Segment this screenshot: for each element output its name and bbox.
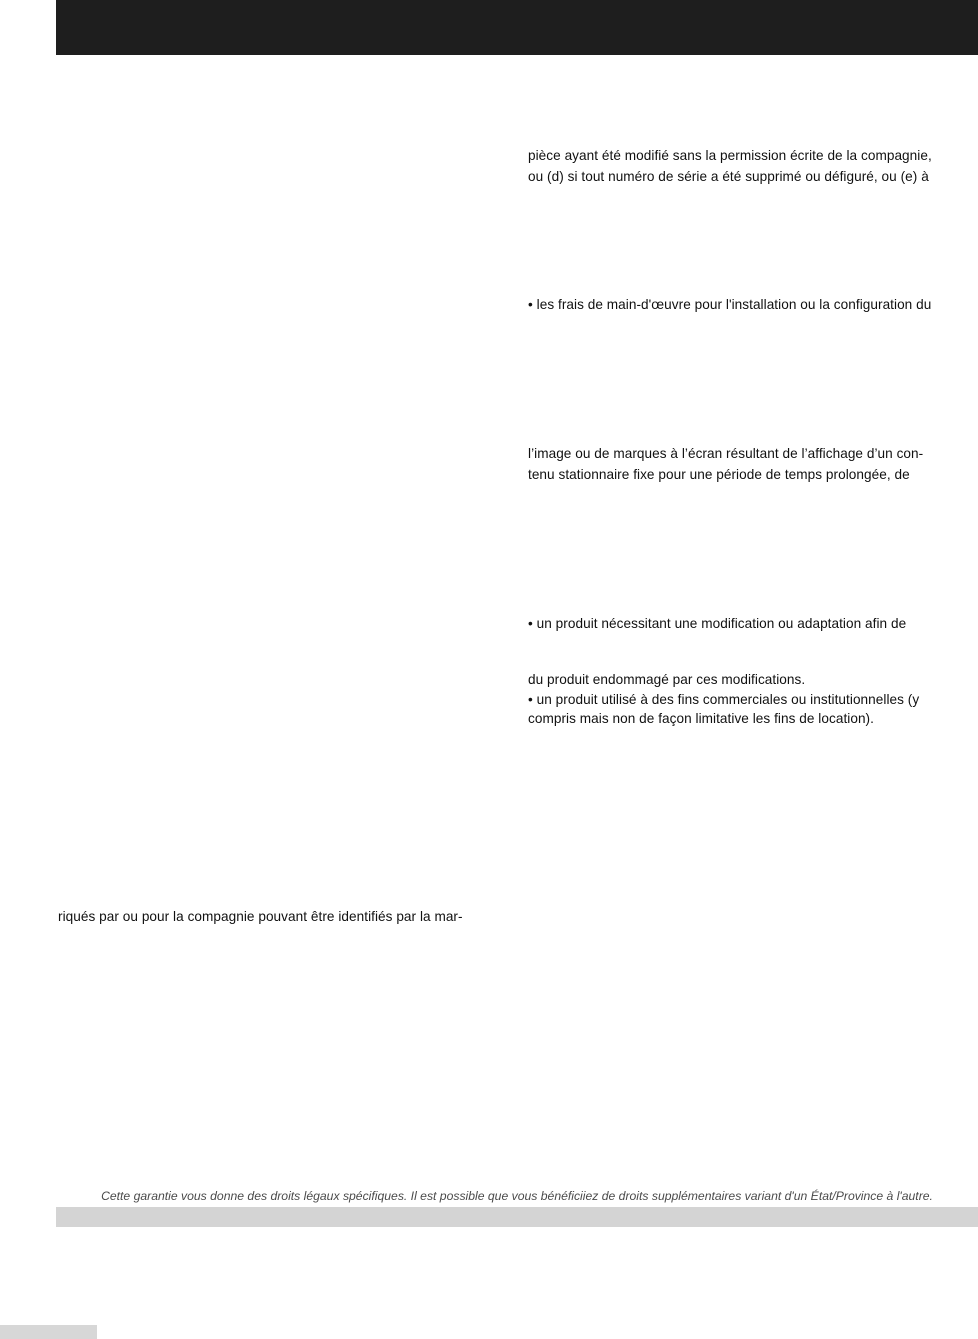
- right-text-line: • les frais de main-d'œuvre pour l'installation ou la configuration du: [528, 297, 932, 312]
- right-text-line: pièce ayant été modifié sans la permission écrite de la compagnie,: [528, 148, 932, 163]
- footer-bar: [56, 1207, 978, 1227]
- right-text-line: • un produit nécessitant une modification ou adaptation afin de: [528, 616, 907, 631]
- left-text-line: riqués par ou pour la compagnie pouvant être identifiés par la mar-: [58, 909, 463, 924]
- right-text-line: tenu stationnaire fixe pour une période de temps prolongée, de: [528, 467, 910, 482]
- page-tab: [0, 1325, 97, 1339]
- right-text-line: ou (d) si tout numéro de série a été supprimé ou défiguré, ou (e) à: [528, 169, 929, 184]
- header-bar: [56, 0, 978, 55]
- right-text-line: l’image ou de marques à l’écran résultant de l’affichage d’un con-: [528, 446, 924, 461]
- right-text-line: du produit endommagé par ces modifications.: [528, 672, 806, 687]
- right-text-line: compris mais non de façon limitative les fins de location).: [528, 711, 874, 726]
- right-text-line: • un produit utilisé à des fins commerciales ou institutionnelles (y: [528, 692, 920, 707]
- footer-warranty-note: Cette garantie vous donne des droits légaux spécifiques. Il est possible que vous bénéficiiez de droits supplémentaires variant d'un État/Province à l'autre.: [101, 1189, 933, 1203]
